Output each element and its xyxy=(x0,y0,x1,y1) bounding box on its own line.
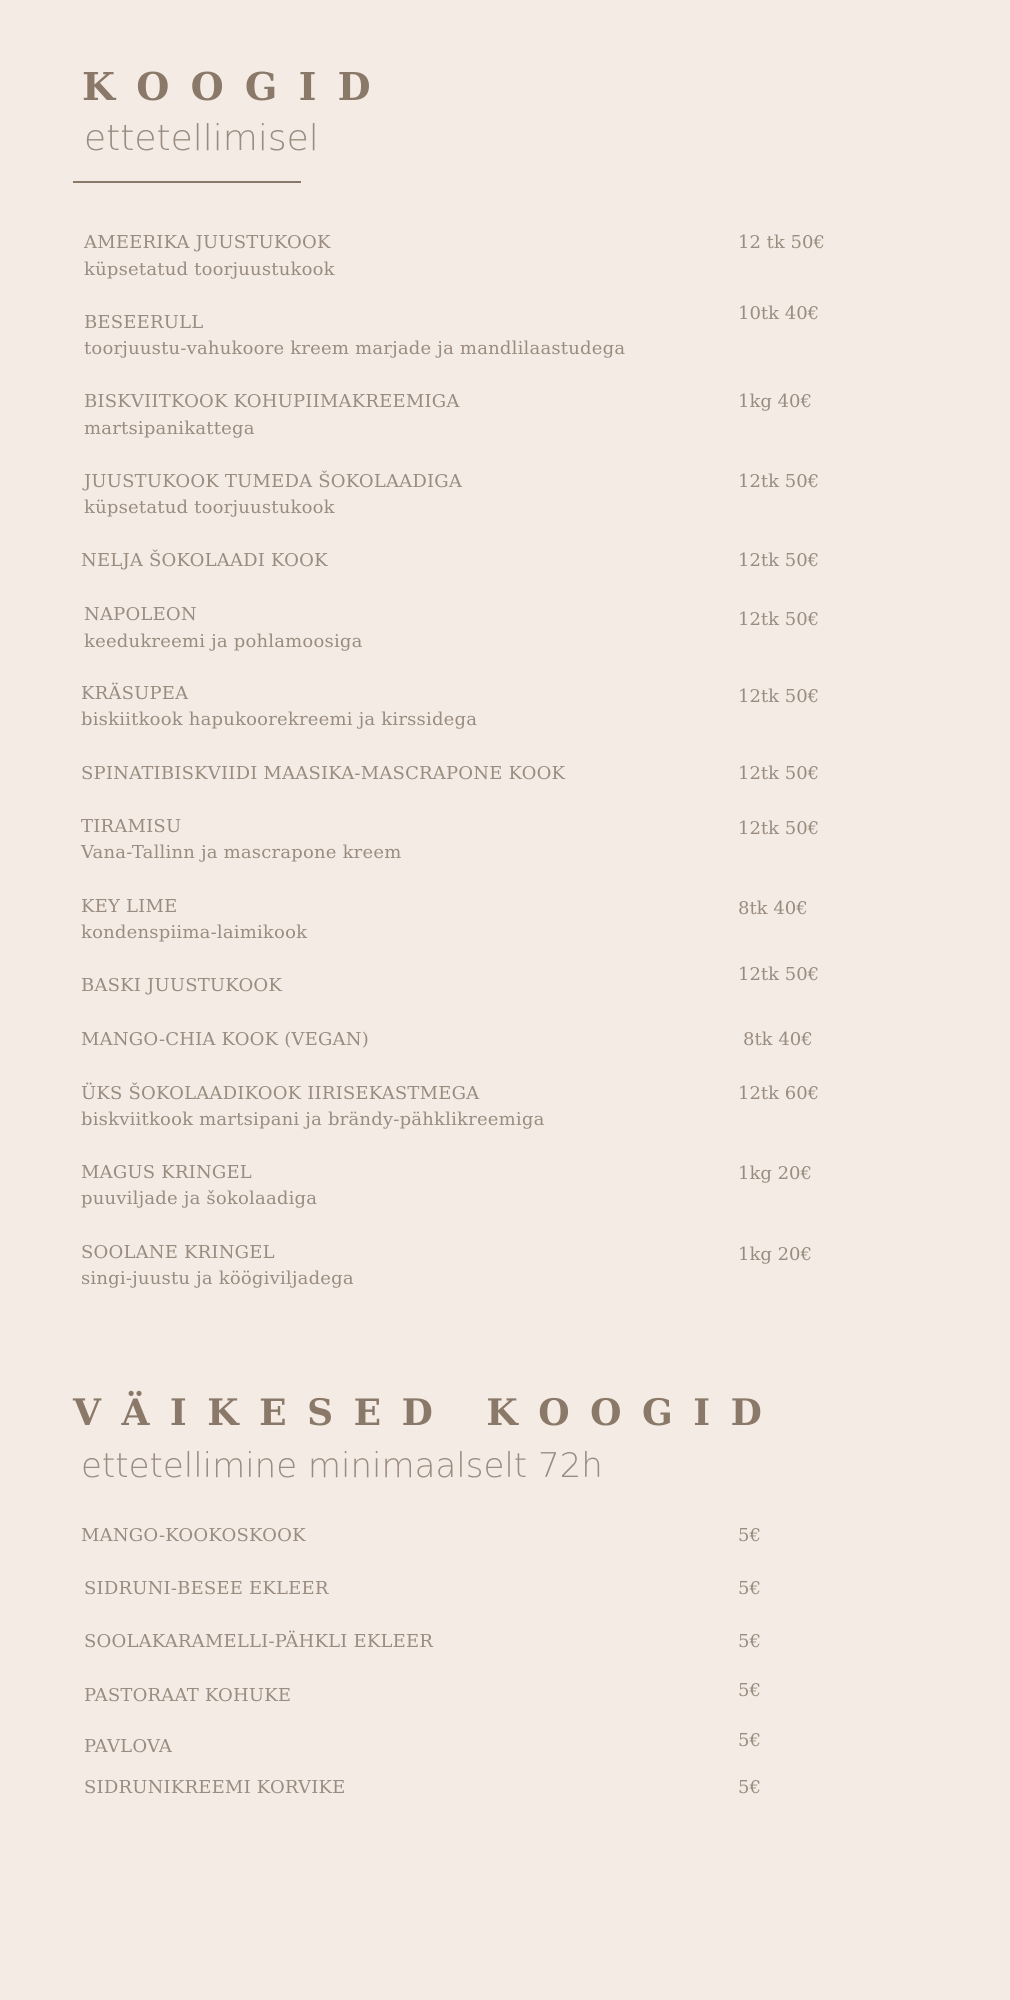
item-price: 12tk 50€ xyxy=(738,818,820,839)
item-name: SOOLAKARAMELLI-PÄHKLI EKLEER xyxy=(84,1631,434,1652)
item-price: 5€ xyxy=(738,1777,761,1798)
item-name: BESEERULL xyxy=(84,312,204,333)
item-price: 12tk 50€ xyxy=(738,550,820,571)
item-description: martsipanikattega xyxy=(84,418,255,439)
item-price: 10tk 40€ xyxy=(738,303,820,324)
item-name: BASKI JUUSTUKOOK xyxy=(81,975,283,996)
item-price: 5€ xyxy=(738,1730,761,1751)
item-price: 8tk 40€ xyxy=(738,898,808,919)
item-name: JUUSTUKOOK TUMEDA ŠOKOLAADIGA xyxy=(84,471,463,492)
item-price: 1kg 20€ xyxy=(738,1244,812,1265)
section-subtitle-ettetellimisel: ettetellimisel xyxy=(84,118,319,159)
item-price: 12tk 50€ xyxy=(738,763,820,784)
item-price: 12tk 50€ xyxy=(738,964,820,985)
item-name: BISKVIITKOOK KOHUPIIMAKREEMIGA xyxy=(84,391,460,412)
item-description: biskiitkook hapukoorekreemi ja kirssidega xyxy=(81,709,478,730)
item-name: PAVLOVA xyxy=(84,1736,173,1757)
item-price: 5€ xyxy=(738,1578,761,1599)
item-price: 12tk 50€ xyxy=(738,686,820,707)
item-price: 1kg 20€ xyxy=(738,1163,812,1184)
section-title-vaikesed-koogid: V Ä I K E S E D K O O G I D xyxy=(73,1392,766,1434)
item-price: 12tk 50€ xyxy=(738,471,820,492)
item-name: KEY LIME xyxy=(81,896,178,917)
title-divider xyxy=(73,181,301,183)
item-name: SOOLANE KRINGEL xyxy=(81,1242,275,1263)
item-price: 5€ xyxy=(738,1631,761,1652)
item-price: 12tk 60€ xyxy=(738,1083,820,1104)
item-description: küpsetatud toorjuustukook xyxy=(84,259,335,280)
item-name: NAPOLEON xyxy=(84,604,197,625)
item-name: NELJA ŠOKOLAADI KOOK xyxy=(81,550,328,571)
item-price: 8tk 40€ xyxy=(743,1029,813,1050)
item-price: 12 tk 50€ xyxy=(738,232,825,253)
item-price: 5€ xyxy=(738,1680,761,1701)
item-name: SPINATIBISKVIIDI MAASIKA-MASCRAPONE KOOK xyxy=(81,763,566,784)
section-subtitle-ettetellimine: ettetellimine minimaalselt 72h xyxy=(81,1446,603,1486)
item-description: keedukreemi ja pohlamoosiga xyxy=(84,631,363,652)
item-name: ÜKS ŠOKOLAADIKOOK IIRISEKASTMEGA xyxy=(81,1083,480,1104)
item-name: MANGO-KOOKOSKOOK xyxy=(81,1525,306,1546)
item-price: 5€ xyxy=(738,1525,761,1546)
item-name: SIDRUNI-BESEE EKLEER xyxy=(84,1578,329,1599)
item-description: biskviitkook martsipani ja brändy-pähklikreemiga xyxy=(81,1109,545,1130)
item-description: puuviljade ja šokolaadiga xyxy=(81,1188,318,1209)
item-description: küpsetatud toorjuustukook xyxy=(84,497,335,518)
item-name: PASTORAAT KOHUKE xyxy=(84,1685,292,1706)
item-description: toorjuustu-vahukoore kreem marjade ja mandlilaastudega xyxy=(84,338,626,359)
item-name: SIDRUNIKREEMI KORVIKE xyxy=(84,1777,346,1798)
item-price: 1kg 40€ xyxy=(738,391,812,412)
item-name: AMEERIKA JUUSTUKOOK xyxy=(84,232,331,253)
section-title-koogid: K O O G I D xyxy=(82,64,375,109)
item-name: KRÄSUPEA xyxy=(81,683,189,704)
item-name: MANGO-CHIA KOOK (VEGAN) xyxy=(81,1029,369,1050)
item-price: 12tk 50€ xyxy=(738,609,820,630)
item-name: TIRAMISU xyxy=(81,816,182,837)
item-name: MAGUS KRINGEL xyxy=(81,1162,252,1183)
item-description: singi-juustu ja köögiviljadega xyxy=(81,1268,354,1289)
item-description: kondenspiima-laimikook xyxy=(81,922,308,943)
item-description: Vana-Tallinn ja mascrapone kreem xyxy=(81,842,402,863)
